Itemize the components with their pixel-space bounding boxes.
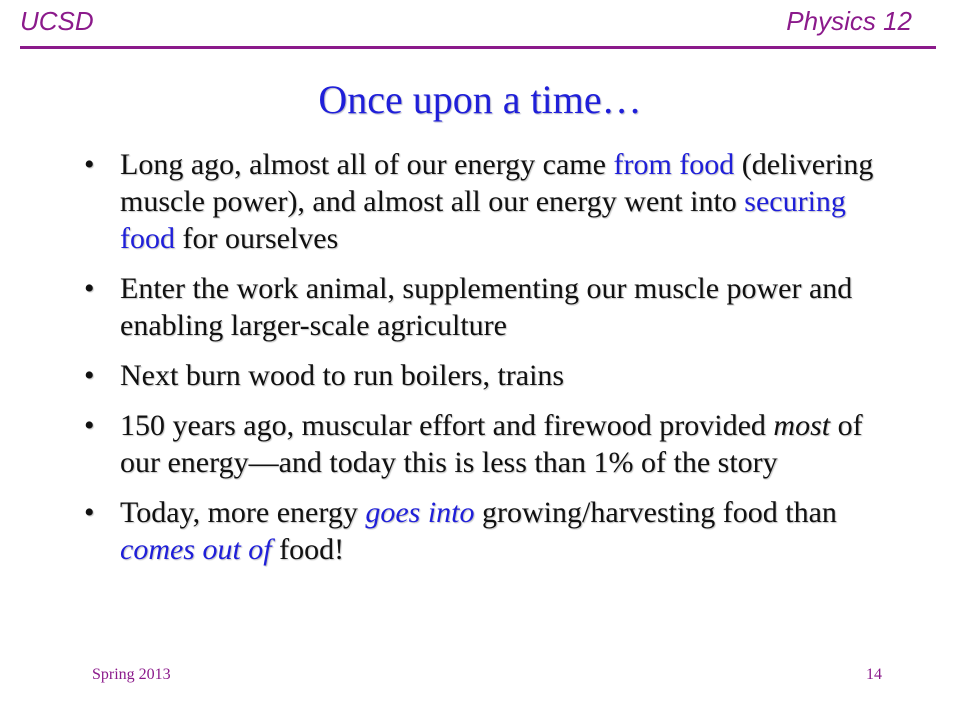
bullet-icon: • [84, 496, 95, 529]
page-number: 14 [866, 666, 882, 683]
bullet-item [84, 494, 884, 568]
header-divider [20, 46, 936, 49]
footer-term: Spring 2013 [92, 666, 171, 683]
bullet-text: growing/harvesting food than [474, 496, 837, 529]
bullet-text: Next burn wood to run boilers, trains [120, 359, 565, 392]
bullet-icon: • [84, 409, 95, 442]
highlight-text: from food [613, 148, 735, 181]
bullet-text: (delivering muscle power), and almost all our energy went into [120, 148, 874, 218]
bullet-item [84, 407, 884, 481]
bullet-text: 150 years ago, muscular effort and firewood provided [120, 409, 774, 442]
bullet-item [84, 357, 884, 394]
bullet-text: Long ago, almost all of our energy came [120, 148, 614, 181]
bullet-list [84, 146, 884, 581]
bullet-item [84, 146, 884, 257]
highlight-emphasis-text: comes out of [120, 533, 272, 566]
bullet-icon: • [84, 148, 95, 181]
bullet-text: Enter the work animal, supplementing our muscle power and enabling larger-scale agriculture [120, 272, 853, 342]
header-left-label: UCSD [20, 6, 94, 36]
bullet-item [84, 270, 884, 344]
bullet-icon: • [84, 272, 95, 305]
bullet-text: Today, more energy [120, 496, 366, 529]
emphasis-text: most [773, 409, 831, 442]
highlight-text: securing food [120, 185, 846, 255]
highlight-emphasis-text: goes into [365, 496, 475, 529]
bullet-text: of our energy—and today this is less than 1% of the story [120, 409, 863, 479]
bullet-text: for ourselves [175, 222, 339, 255]
bullet-text: food! [271, 533, 345, 566]
bullet-icon: • [84, 359, 95, 392]
header-right-label: Physics 12 [786, 6, 912, 36]
slide-title: Once upon a time… [318, 77, 642, 122]
